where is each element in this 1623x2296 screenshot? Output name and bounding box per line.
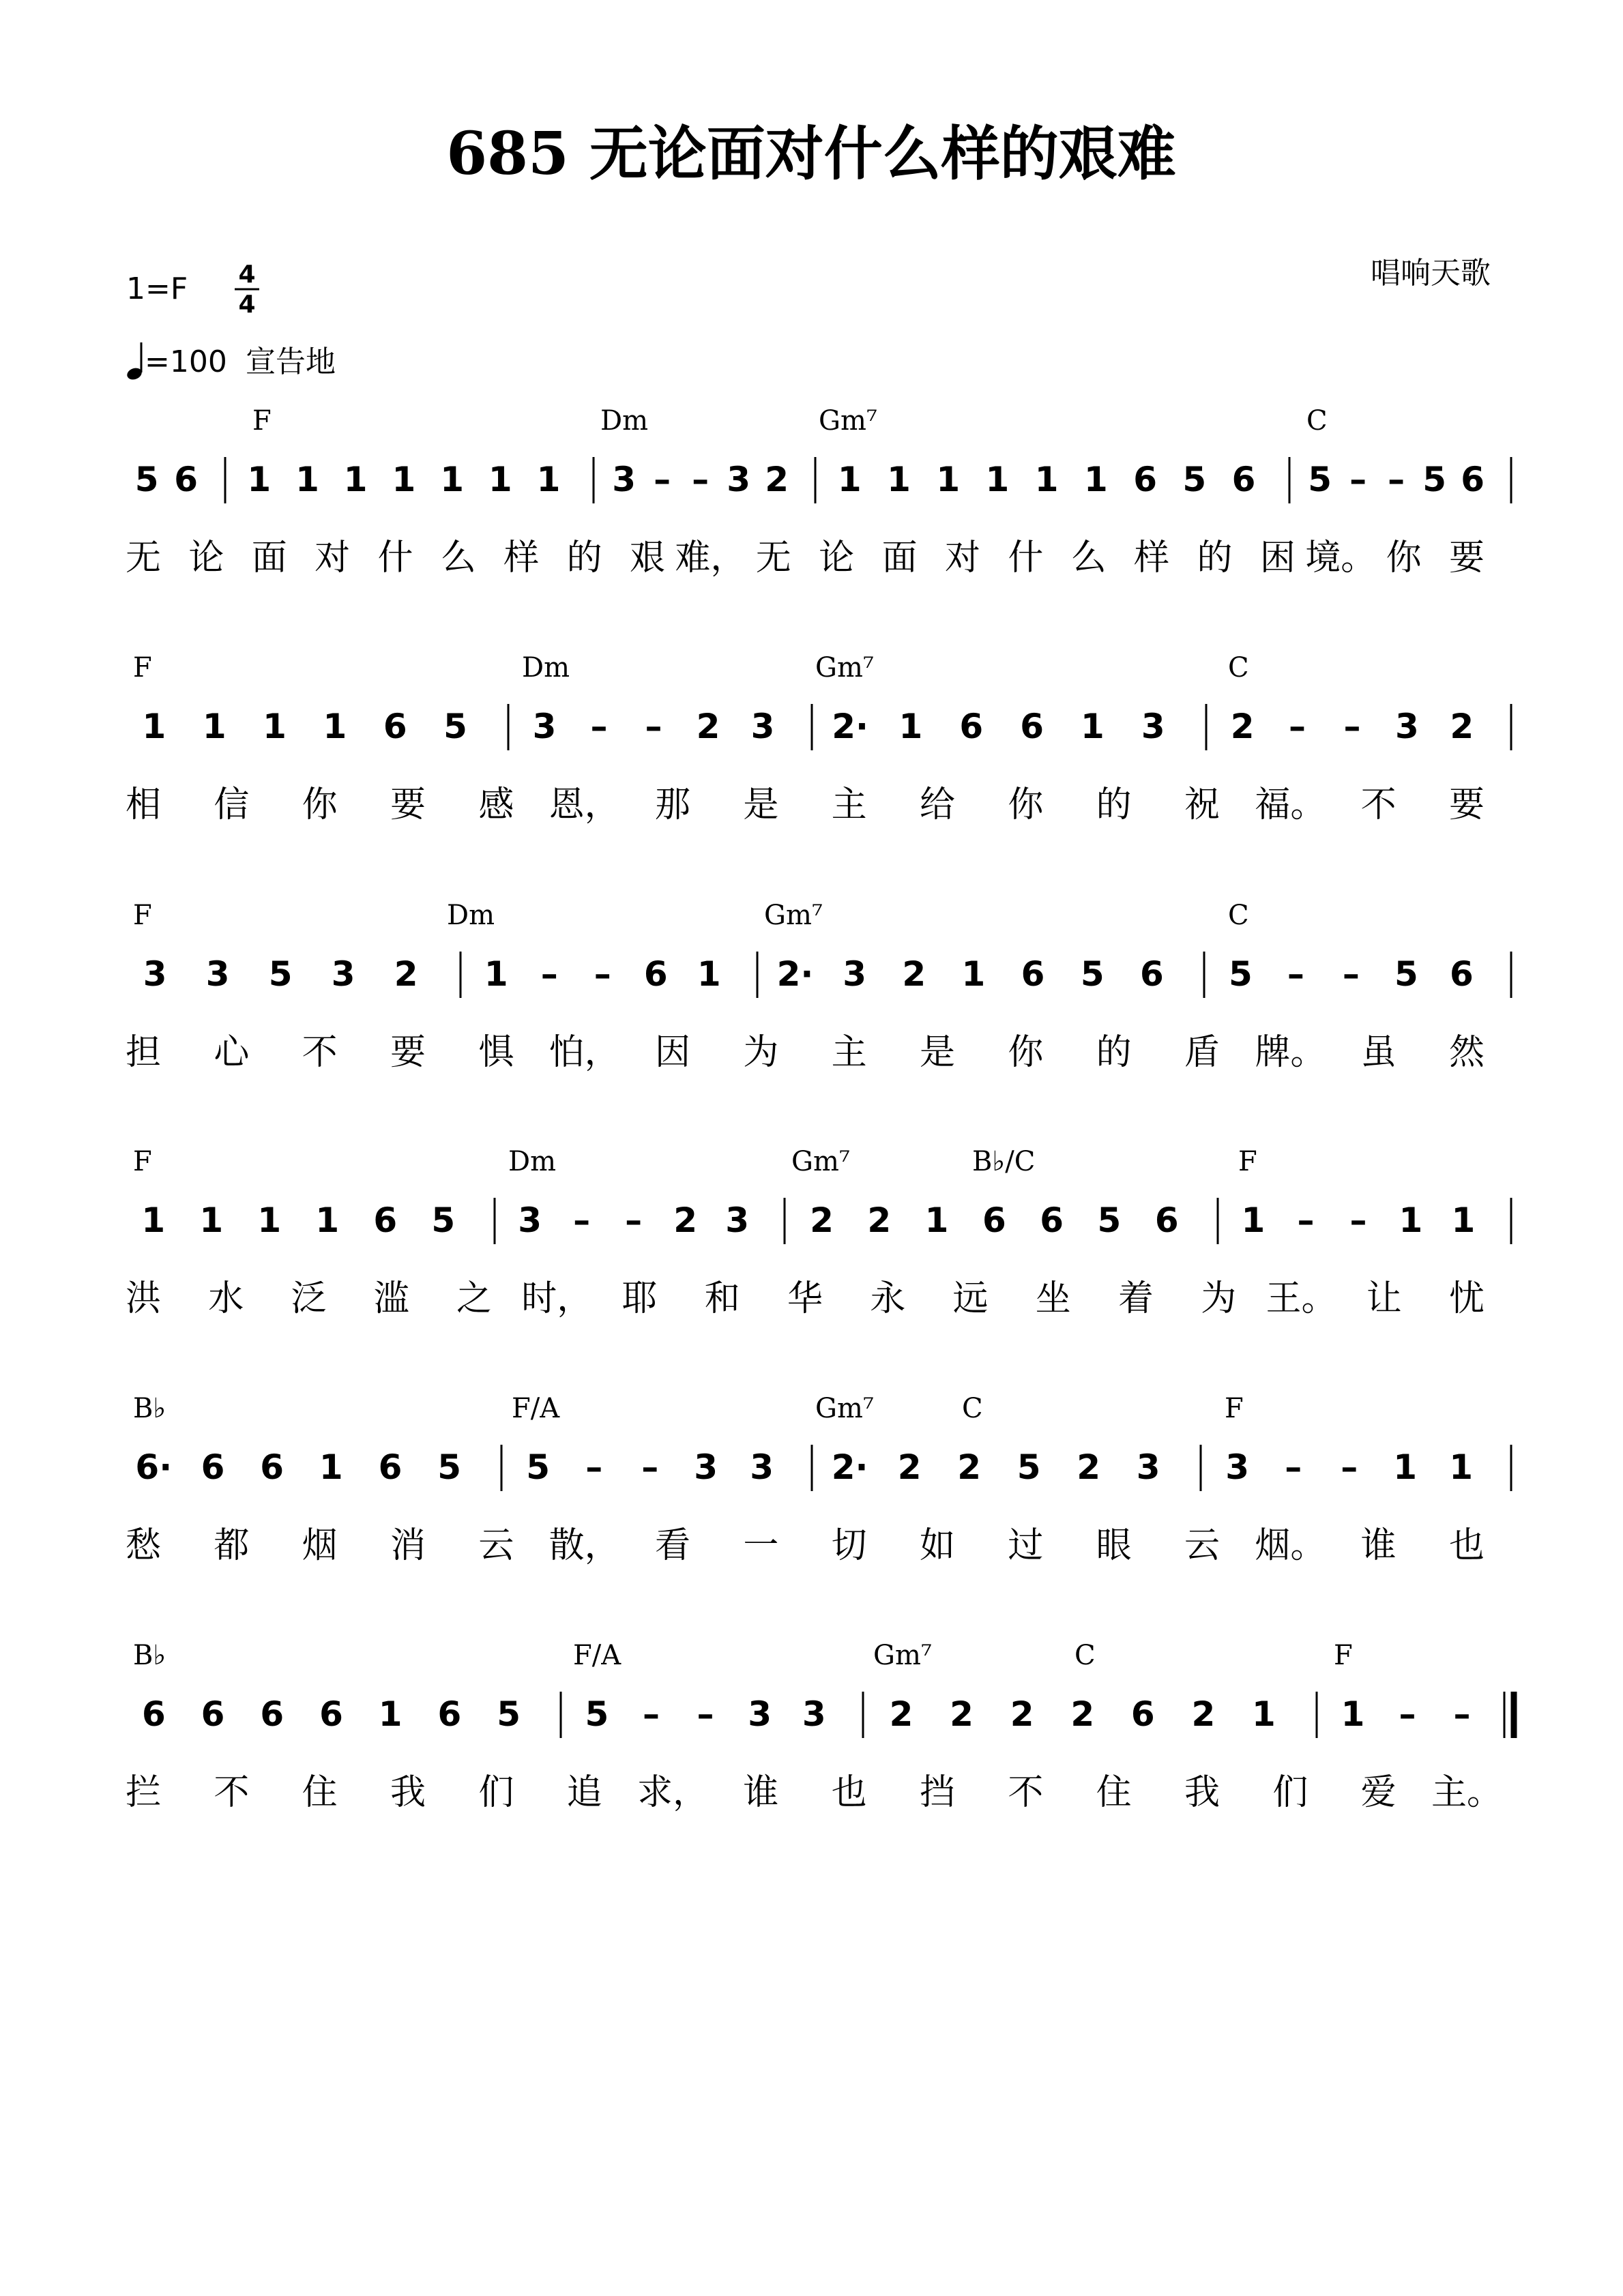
lyric-syllable: 因 bbox=[654, 1032, 691, 1073]
time-signature-top: 4 bbox=[238, 261, 256, 289]
lyric-syllable: 的 bbox=[566, 538, 602, 578]
dash-extension: – bbox=[1453, 1694, 1471, 1734]
score-row bbox=[126, 900, 1511, 1073]
note-digit: 1 bbox=[536, 460, 561, 499]
note-digit: 3 bbox=[750, 707, 775, 746]
note-digit: 2 bbox=[902, 954, 926, 994]
note-digit: 2 bbox=[810, 1201, 834, 1240]
note-digit: 2 bbox=[957, 1447, 982, 1487]
note-digit: 2 bbox=[1077, 1447, 1101, 1487]
dash-extension: – bbox=[573, 1201, 591, 1240]
chord-symbol: B♭/C bbox=[972, 1146, 1036, 1177]
note-digit: 1 bbox=[924, 1201, 949, 1240]
note-digit: 6 bbox=[1139, 954, 1164, 994]
lyric-syllable: 们 bbox=[1272, 1772, 1308, 1813]
score-row bbox=[126, 1640, 1514, 1813]
chord-symbol: Gm⁷ bbox=[815, 652, 874, 683]
chord-symbol: Gm⁷ bbox=[815, 1393, 874, 1424]
dash-extension: – bbox=[645, 707, 662, 746]
note-digit: 3 bbox=[1136, 1447, 1160, 1487]
lyric-syllable: 拦 bbox=[125, 1772, 162, 1813]
note-digit: 6 bbox=[982, 1201, 1006, 1240]
note-digit: 2· bbox=[832, 707, 868, 746]
lyric-syllable: 无 bbox=[755, 538, 791, 578]
lyric-syllable: 之 bbox=[456, 1278, 493, 1319]
lyric-syllable: 烟。 bbox=[1255, 1525, 1326, 1566]
lyric-syllable: 虽 bbox=[1360, 1032, 1397, 1073]
chord-symbol: C bbox=[962, 1393, 983, 1424]
note-digit: 2 bbox=[1450, 707, 1474, 746]
note-digit: 2 bbox=[950, 1694, 974, 1734]
note-digit: 1 bbox=[1393, 1447, 1418, 1487]
tempo-marking bbox=[126, 342, 336, 381]
lyric-syllable: 住 bbox=[302, 1772, 338, 1813]
note-digit: 1 bbox=[1034, 460, 1059, 499]
lyric-syllable: 不 bbox=[1008, 1772, 1044, 1813]
note-digit: 2 bbox=[1230, 707, 1255, 746]
lyric-syllable: 牌。 bbox=[1255, 1032, 1326, 1073]
dash-extension: – bbox=[1341, 1447, 1358, 1487]
dash-extension: – bbox=[1349, 1201, 1367, 1240]
note-digit: 1 bbox=[141, 1201, 166, 1240]
chord-symbol: F/A bbox=[573, 1640, 622, 1671]
lyric-syllable: 面 bbox=[251, 538, 287, 578]
chord-symbol: C bbox=[1228, 900, 1249, 931]
lyric-syllable: 你 bbox=[1008, 784, 1044, 825]
score-body bbox=[126, 405, 1514, 1813]
note-digit: 6 bbox=[174, 460, 199, 499]
lyric-syllable: 主 bbox=[831, 784, 867, 825]
dash-extension: – bbox=[1297, 1201, 1315, 1240]
note-digit: 6 bbox=[1231, 460, 1256, 499]
lyric-syllable: 爱 bbox=[1360, 1772, 1397, 1813]
lyric-syllable: 云 bbox=[478, 1525, 514, 1566]
note-digit: 2 bbox=[696, 707, 720, 746]
note-digit: 1 bbox=[1252, 1694, 1276, 1734]
lyric-syllable: 恩， bbox=[549, 784, 620, 825]
note-digit: 1 bbox=[202, 707, 226, 746]
note-digit: 5 bbox=[1097, 1201, 1122, 1240]
lyric-syllable: 面 bbox=[881, 538, 918, 578]
dash-extension: – bbox=[625, 1201, 643, 1240]
note-digit: 6 bbox=[1021, 954, 1045, 994]
note-digit: 6 bbox=[1461, 460, 1485, 499]
note-digit: 1 bbox=[985, 460, 1010, 499]
lyric-syllable: 是 bbox=[743, 784, 779, 825]
note-digit: 1 bbox=[837, 460, 862, 499]
lyric-syllable: 如 bbox=[919, 1525, 956, 1566]
chord-symbol: F bbox=[133, 900, 152, 931]
note-digit: 6 bbox=[383, 707, 407, 746]
lyric-syllable: 着 bbox=[1117, 1278, 1154, 1319]
lyric-syllable: 信 bbox=[214, 784, 250, 825]
dash-extension: – bbox=[1285, 1447, 1302, 1487]
lyric-syllable: 都 bbox=[214, 1525, 250, 1566]
chord-symbol: Dm bbox=[600, 405, 648, 437]
note-digit: 1 bbox=[263, 707, 287, 746]
note-digit: 6 bbox=[319, 1694, 343, 1734]
dash-extension: – bbox=[1349, 460, 1367, 499]
lyric-syllable: 什 bbox=[1008, 538, 1044, 578]
lyric-syllable: 什 bbox=[377, 538, 413, 578]
note-digit: 1 bbox=[1081, 707, 1105, 746]
lyric-syllable: 要 bbox=[1448, 538, 1485, 578]
lyric-syllable: 时， bbox=[521, 1278, 593, 1319]
lyric-syllable: 王。 bbox=[1266, 1278, 1337, 1319]
note-digit: 6 bbox=[201, 1694, 225, 1734]
lyric-syllable: 也 bbox=[1448, 1525, 1485, 1566]
note-digit: 1 bbox=[257, 1201, 282, 1240]
note-digit: 1 bbox=[1241, 1201, 1266, 1240]
lyric-syllable: 样 bbox=[1134, 538, 1170, 578]
dash-extension: – bbox=[654, 460, 671, 499]
note-digit: 1 bbox=[484, 954, 508, 994]
chord-symbol: Gm⁷ bbox=[764, 900, 823, 931]
note-digit: 1 bbox=[1399, 1201, 1423, 1240]
note-digit: 1 bbox=[488, 460, 512, 499]
lyric-syllable: 担 bbox=[125, 1032, 162, 1073]
lyric-syllable: 云 bbox=[1184, 1525, 1220, 1566]
note-digit: 3 bbox=[331, 954, 355, 994]
note-digit: 1 bbox=[887, 460, 911, 499]
lyric-syllable: 散， bbox=[549, 1525, 620, 1566]
note-digit: 6· bbox=[135, 1447, 173, 1487]
lyric-syllable: 不 bbox=[214, 1772, 250, 1813]
note-digit: 5 bbox=[1017, 1447, 1041, 1487]
chord-symbol: F bbox=[133, 1146, 152, 1177]
note-digit: 1 bbox=[343, 460, 368, 499]
lyric-syllable: 眼 bbox=[1096, 1525, 1132, 1566]
key-signature bbox=[126, 261, 259, 319]
dash-extension: – bbox=[594, 954, 611, 994]
lyric-syllable: 华 bbox=[787, 1278, 823, 1319]
lyric-syllable: 追 bbox=[566, 1772, 602, 1813]
lyric-syllable: 主 bbox=[831, 1032, 867, 1073]
lyric-syllable: 么 bbox=[440, 538, 476, 578]
lyric-syllable: 福。 bbox=[1255, 784, 1326, 825]
lyric-syllable: 论 bbox=[819, 538, 855, 578]
lyric-syllable: 一 bbox=[743, 1525, 779, 1566]
note-digit: 2· bbox=[831, 1447, 868, 1487]
chord-symbol: F bbox=[252, 405, 272, 437]
note-digit: 3 bbox=[802, 1694, 826, 1734]
note-digit: 3 bbox=[1394, 707, 1419, 746]
lyric-syllable: 我 bbox=[390, 1772, 426, 1813]
lyric-syllable: 永 bbox=[870, 1278, 906, 1319]
lyric-syllable: 艰 bbox=[630, 538, 666, 578]
score-row bbox=[126, 652, 1511, 825]
note-digit: 6 bbox=[643, 954, 668, 994]
note-digit: 3 bbox=[750, 1447, 774, 1487]
lyric-syllable: 主。 bbox=[1431, 1772, 1503, 1813]
note-digit: 1 bbox=[323, 707, 347, 746]
score-row bbox=[126, 405, 1511, 578]
note-digit: 5 bbox=[134, 460, 159, 499]
tempo-value: =100 bbox=[145, 344, 227, 379]
note-digit: 1 bbox=[392, 460, 416, 499]
lyric-syllable: 为 bbox=[1201, 1278, 1237, 1319]
lyric-syllable: 无 bbox=[125, 538, 162, 578]
chord-symbol: Gm⁷ bbox=[791, 1146, 850, 1177]
lyric-syllable: 么 bbox=[1070, 538, 1107, 578]
chord-symbol: Gm⁷ bbox=[819, 405, 877, 437]
dash-extension: – bbox=[1388, 460, 1405, 499]
note-digit: 2 bbox=[673, 1201, 697, 1240]
note-digit: 1 bbox=[1083, 460, 1108, 499]
note-digit: 3 bbox=[532, 707, 557, 746]
expression-mark: 宣告地 bbox=[246, 344, 336, 379]
key-label: 1=F bbox=[126, 271, 188, 306]
note-digit: 1 bbox=[936, 460, 961, 499]
lyric-syllable: 也 bbox=[831, 1772, 867, 1813]
lyric-syllable: 然 bbox=[1448, 1032, 1485, 1073]
lyric-syllable: 你 bbox=[302, 784, 338, 825]
note-digit: 6 bbox=[1133, 460, 1158, 499]
lyric-syllable: 要 bbox=[390, 1032, 426, 1073]
note-digit: 2 bbox=[1070, 1694, 1095, 1734]
note-digit: 6 bbox=[373, 1201, 398, 1240]
note-digit: 3 bbox=[205, 954, 230, 994]
score-row bbox=[126, 1393, 1511, 1566]
note-digit: 5 bbox=[1422, 460, 1446, 499]
note-digit: 3 bbox=[1225, 1447, 1250, 1487]
note-digit: 5 bbox=[437, 1447, 462, 1487]
note-digit: 6 bbox=[437, 1694, 462, 1734]
dash-extension: – bbox=[540, 954, 558, 994]
lyric-syllable: 的 bbox=[1096, 1032, 1132, 1073]
lyric-syllable: 心 bbox=[214, 1032, 250, 1073]
chord-symbol: C bbox=[1228, 652, 1249, 683]
note-digit: 5 bbox=[268, 954, 293, 994]
lyric-syllable: 的 bbox=[1197, 538, 1233, 578]
lyric-syllable: 愁 bbox=[125, 1525, 162, 1566]
lyric-syllable: 的 bbox=[1096, 784, 1132, 825]
lyric-syllable: 困 bbox=[1259, 538, 1296, 578]
dash-extension: – bbox=[590, 707, 608, 746]
chord-symbol: F/A bbox=[512, 1393, 560, 1424]
note-digit: 5 bbox=[1228, 954, 1253, 994]
lyric-syllable: 看 bbox=[654, 1525, 691, 1566]
note-digit: 3 bbox=[725, 1201, 749, 1240]
note-digit: 3 bbox=[843, 954, 867, 994]
note-digit: 3 bbox=[143, 954, 167, 994]
lyric-syllable: 消 bbox=[390, 1525, 426, 1566]
lyric-syllable: 难， bbox=[675, 538, 746, 578]
note-digit: 2· bbox=[776, 954, 814, 994]
note-digit: 6 bbox=[1040, 1201, 1064, 1240]
note-digit: 6 bbox=[1154, 1201, 1179, 1240]
lyric-syllable: 相 bbox=[125, 784, 162, 825]
note-digit: 1 bbox=[319, 1447, 343, 1487]
time-signature-bottom: 4 bbox=[238, 291, 256, 319]
dash-extension: – bbox=[642, 1694, 660, 1734]
lyric-syllable: 祝 bbox=[1184, 784, 1220, 825]
note-digit: 1 bbox=[898, 707, 923, 746]
lyric-syllable: 为 bbox=[743, 1032, 779, 1073]
lyric-syllable: 你 bbox=[1008, 1032, 1044, 1073]
source-label: 唱响天歌 bbox=[1371, 256, 1491, 291]
note-digit: 6 bbox=[1130, 1694, 1155, 1734]
chord-symbol: F bbox=[1334, 1640, 1353, 1671]
note-digit: 1 bbox=[697, 954, 721, 994]
lyric-syllable: 境。 bbox=[1305, 538, 1377, 578]
lyric-syllable: 要 bbox=[1448, 784, 1485, 825]
note-digit: 5 bbox=[1394, 954, 1418, 994]
note-digit: 6 bbox=[959, 707, 984, 746]
note-digit: 1 bbox=[199, 1201, 224, 1240]
lyric-syllable: 谁 bbox=[743, 1772, 779, 1813]
note-digit: 2 bbox=[1191, 1694, 1216, 1734]
note-digit: 3 bbox=[748, 1694, 772, 1734]
lyric-syllable: 烟 bbox=[302, 1525, 338, 1566]
note-digit: 1 bbox=[142, 707, 166, 746]
lyric-syllable: 让 bbox=[1366, 1278, 1402, 1319]
note-digit: 6 bbox=[260, 1447, 284, 1487]
lyric-syllable: 怕， bbox=[549, 1032, 620, 1073]
lyric-syllable: 过 bbox=[1008, 1525, 1044, 1566]
chord-symbol: B♭ bbox=[133, 1640, 166, 1671]
lyric-syllable: 惧 bbox=[478, 1032, 514, 1073]
lyric-syllable: 不 bbox=[302, 1032, 338, 1073]
lyric-syllable: 感 bbox=[478, 784, 514, 825]
note-digit: 1 bbox=[1449, 1447, 1474, 1487]
note-digit: 2 bbox=[889, 1694, 913, 1734]
lyric-syllable: 洪 bbox=[125, 1278, 162, 1319]
note-digit: 2 bbox=[394, 954, 418, 994]
note-digit: 3 bbox=[694, 1447, 718, 1487]
lyric-syllable: 泛 bbox=[291, 1278, 327, 1319]
song-title: 685 无论面对什么样的艰难 bbox=[446, 119, 1176, 188]
score-row bbox=[126, 1146, 1511, 1319]
lyric-syllable: 样 bbox=[503, 538, 540, 578]
note-digit: 2 bbox=[867, 1201, 892, 1240]
chord-symbol: Dm bbox=[447, 900, 495, 931]
lyric-syllable: 远 bbox=[952, 1278, 989, 1319]
note-digit: 1 bbox=[1451, 1201, 1476, 1240]
note-digit: 5 bbox=[1080, 954, 1105, 994]
lyric-syllable: 忧 bbox=[1448, 1278, 1485, 1319]
note-digit: 1 bbox=[247, 460, 272, 499]
note-digit: 6 bbox=[378, 1447, 403, 1487]
dash-extension: – bbox=[1343, 707, 1361, 746]
lyric-syllable: 住 bbox=[1096, 1772, 1132, 1813]
dash-extension: – bbox=[1399, 1694, 1416, 1734]
lyric-syllable: 坐 bbox=[1035, 1278, 1071, 1319]
lyric-syllable: 要 bbox=[390, 784, 426, 825]
chord-symbol: B♭ bbox=[133, 1393, 166, 1424]
note-digit: 5 bbox=[497, 1694, 521, 1734]
lyric-syllable: 给 bbox=[919, 784, 956, 825]
dash-extension: – bbox=[641, 1447, 659, 1487]
note-digit: 6 bbox=[1020, 707, 1044, 746]
chord-symbol: C bbox=[1306, 405, 1328, 437]
quarter-note-icon bbox=[126, 342, 143, 381]
lyric-syllable: 那 bbox=[654, 784, 691, 825]
lyric-syllable: 盾 bbox=[1184, 1032, 1220, 1073]
chord-symbol: F bbox=[1238, 1146, 1257, 1177]
lyric-syllable: 不 bbox=[1360, 784, 1397, 825]
note-digit: 5 bbox=[1308, 460, 1332, 499]
note-digit: 6 bbox=[141, 1694, 166, 1734]
dash-extension: – bbox=[1287, 954, 1304, 994]
lyric-syllable: 是 bbox=[919, 1032, 956, 1073]
lyric-syllable: 和 bbox=[704, 1278, 740, 1319]
dash-extension: – bbox=[692, 460, 710, 499]
lyric-syllable: 谁 bbox=[1360, 1525, 1397, 1566]
lyric-syllable: 对 bbox=[944, 538, 980, 578]
note-digit: 3 bbox=[727, 460, 750, 499]
chord-symbol: Gm⁷ bbox=[873, 1640, 932, 1671]
note-digit: 1 bbox=[1341, 1694, 1365, 1734]
lyric-syllable: 耶 bbox=[622, 1278, 658, 1319]
lyric-syllable: 水 bbox=[208, 1278, 244, 1319]
chord-symbol: F bbox=[133, 652, 152, 683]
dash-extension: – bbox=[1289, 707, 1306, 746]
lyric-syllable: 挡 bbox=[919, 1772, 956, 1813]
note-digit: 6 bbox=[260, 1694, 284, 1734]
note-digit: 1 bbox=[440, 460, 465, 499]
note-digit: 5 bbox=[526, 1447, 551, 1487]
lyric-syllable: 我 bbox=[1184, 1772, 1220, 1813]
note-digit: 2 bbox=[1010, 1694, 1034, 1734]
dash-extension: – bbox=[697, 1694, 714, 1734]
note-digit: 3 bbox=[1141, 707, 1165, 746]
chord-symbol: F bbox=[1225, 1393, 1244, 1424]
note-digit: 1 bbox=[378, 1694, 403, 1734]
lyric-syllable: 对 bbox=[315, 538, 351, 578]
lyric-syllable: 们 bbox=[478, 1772, 514, 1813]
note-digit: 5 bbox=[443, 707, 467, 746]
note-digit: 1 bbox=[315, 1201, 340, 1240]
note-digit: 3 bbox=[612, 460, 636, 499]
note-digit: 5 bbox=[585, 1694, 609, 1734]
chord-symbol: Dm bbox=[522, 652, 570, 683]
note-digit: 1 bbox=[961, 954, 986, 994]
note-digit: 1 bbox=[295, 460, 319, 499]
lyric-syllable: 求， bbox=[637, 1772, 709, 1813]
note-digit: 5 bbox=[431, 1201, 456, 1240]
note-digit: 5 bbox=[1182, 460, 1207, 499]
chord-symbol: Dm bbox=[508, 1146, 556, 1177]
dash-extension: – bbox=[585, 1447, 603, 1487]
note-digit: 6 bbox=[201, 1447, 225, 1487]
lyric-syllable: 滥 bbox=[373, 1278, 409, 1319]
chord-symbol: C bbox=[1074, 1640, 1096, 1671]
note-digit: 2 bbox=[765, 460, 789, 499]
lyric-syllable: 切 bbox=[831, 1525, 867, 1566]
note-digit: 6 bbox=[1449, 954, 1474, 994]
lyric-syllable: 论 bbox=[188, 538, 224, 578]
dash-extension: – bbox=[1342, 954, 1360, 994]
note-digit: 3 bbox=[518, 1201, 542, 1240]
lyric-syllable: 你 bbox=[1386, 538, 1422, 578]
note-digit: 2 bbox=[897, 1447, 922, 1487]
